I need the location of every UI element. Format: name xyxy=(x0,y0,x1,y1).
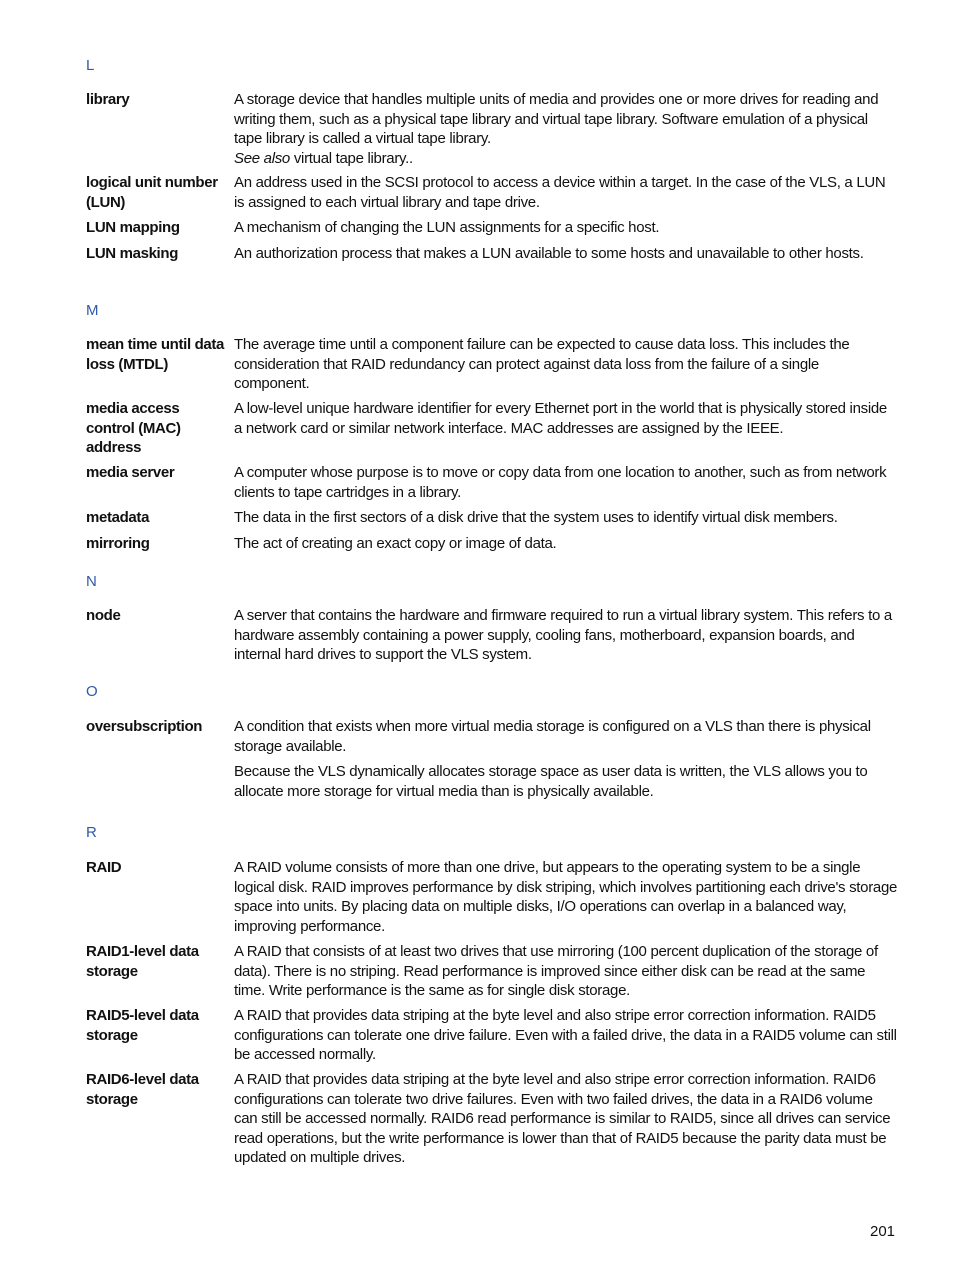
definition-oversubscription xyxy=(234,717,898,801)
definition-raid6: A RAID that provides data striping at the byte level and also stripe error correction information. RAID6 configurations can tolerate two drive failures. Even with two failed drives, the data in a RAID6 volume can still be accessed normally. RAID6 read performance is similar to RAID5, since all drives can service read operations, but the write performance is lower than that of RAID5 because the parity data must be updated on multiple drives. xyxy=(234,1071,891,1166)
term-raid5: RAID5-level data storage xyxy=(86,1007,199,1044)
definition-paragraph-2: Because the VLS dynamically allocates storage space as user data is written, the VLS allows you to allocate more storage for virtual media than is physically available. xyxy=(234,763,868,800)
term-library: library xyxy=(86,91,130,108)
term-raid6: RAID6-level data storage xyxy=(86,1071,199,1108)
term-mac-address: media access control (MAC) address xyxy=(86,400,181,456)
definition-raid5: A RAID that provides data striping at the byte level and also stripe error correction information. RAID5 configurations can tolerate one drive failure. Even with a failed drive, the data in a RAID5 volume can still be accessed normally. xyxy=(234,1007,897,1063)
definition-lun-mapping: A mechanism of changing the LUN assignments for a specific host. xyxy=(234,219,660,236)
definition-media-server: A computer whose purpose is to move or copy data from one location to another, such as from network clients to tape cartridges in a library. xyxy=(234,464,887,501)
term-mirroring: mirroring xyxy=(86,535,150,552)
definition-raid1: A RAID that consists of at least two drives that use mirroring (100 percent duplication of the storage of data). There is no striping. Read performance is improved since either disk can be read at the same time. Write performance is the same as for single disk storage. xyxy=(234,943,878,999)
definition-lun-masking: An authorization process that makes a LUN available to some hosts and unavailable to other hosts. xyxy=(234,245,864,262)
section-letter-o: O xyxy=(86,683,98,700)
definition-lun: An address used in the SCSI protocol to access a device within a target. In the case of the VLS, a LUN is assigned to each virtual library and tape drive. xyxy=(234,174,886,211)
term-lun-masking: LUN masking xyxy=(86,245,179,262)
page-number: 201 xyxy=(870,1223,896,1240)
term-lun-mapping: LUN mapping xyxy=(86,219,180,236)
term-oversubscription: oversubscription xyxy=(86,718,203,735)
term-mtdl: mean time until data loss (MTDL) xyxy=(86,336,225,373)
section-letter-l: L xyxy=(86,57,95,74)
see-also-label: See also xyxy=(234,149,290,167)
definition-mtdl: The average time until a component failure can be expected to cause data loss. This includes the consideration that RAID redundancy can protect against data loss from the failure of a single component. xyxy=(234,336,850,392)
section-letter-r: R xyxy=(86,824,97,841)
definition-mirroring: The act of creating an exact copy or image of data. xyxy=(234,535,557,552)
definition-metadata: The data in the first sectors of a disk drive that the system uses to identify virtual disk members. xyxy=(234,509,838,526)
term-raid1: RAID1-level data storage xyxy=(86,943,199,980)
definition-node: A server that contains the hardware and firmware required to run a virtual library system. This refers to a hardware assembly containing a power supply, cooling fans, motherboard, expansion boards, and internal hard drives to support the VLS system. xyxy=(234,607,892,663)
definition-library xyxy=(234,90,898,168)
definition-text: A storage device that handles multiple units of media and provides one or more drives for reading and writing them, such as a physical tape library and virtual tape library. Software emulation of a physical tape library is called a virtual tape library. xyxy=(234,91,879,147)
see-also-note xyxy=(234,149,898,169)
term-node: node xyxy=(86,607,121,624)
definition-mac-address: A low-level unique hardware identifier for every Ethernet port in the world that is physically stored inside a network card or similar network interface. MAC addresses are assigned by the IEEE. xyxy=(234,400,887,437)
definition-paragraph-1: A condition that exists when more virtual media storage is configured on a VLS than there is physical storage available. xyxy=(234,718,871,755)
section-letter-m: M xyxy=(86,302,99,319)
term-raid: RAID xyxy=(86,859,122,876)
term-media-server: media server xyxy=(86,464,175,481)
term-lun: logical unit number (LUN) xyxy=(86,174,218,211)
see-also-target: virtual tape library.. xyxy=(289,149,413,167)
definition-raid: A RAID volume consists of more than one drive, but appears to the operating system to be a single logical disk. RAID improves performance by disk striping, which involves partitioning each drive's storage space into units. By placing data on multiple disks, I/O operations can overlap in a balanced way, improving performance. xyxy=(234,859,898,935)
section-letter-n: N xyxy=(86,573,97,590)
term-metadata: metadata xyxy=(86,509,150,526)
